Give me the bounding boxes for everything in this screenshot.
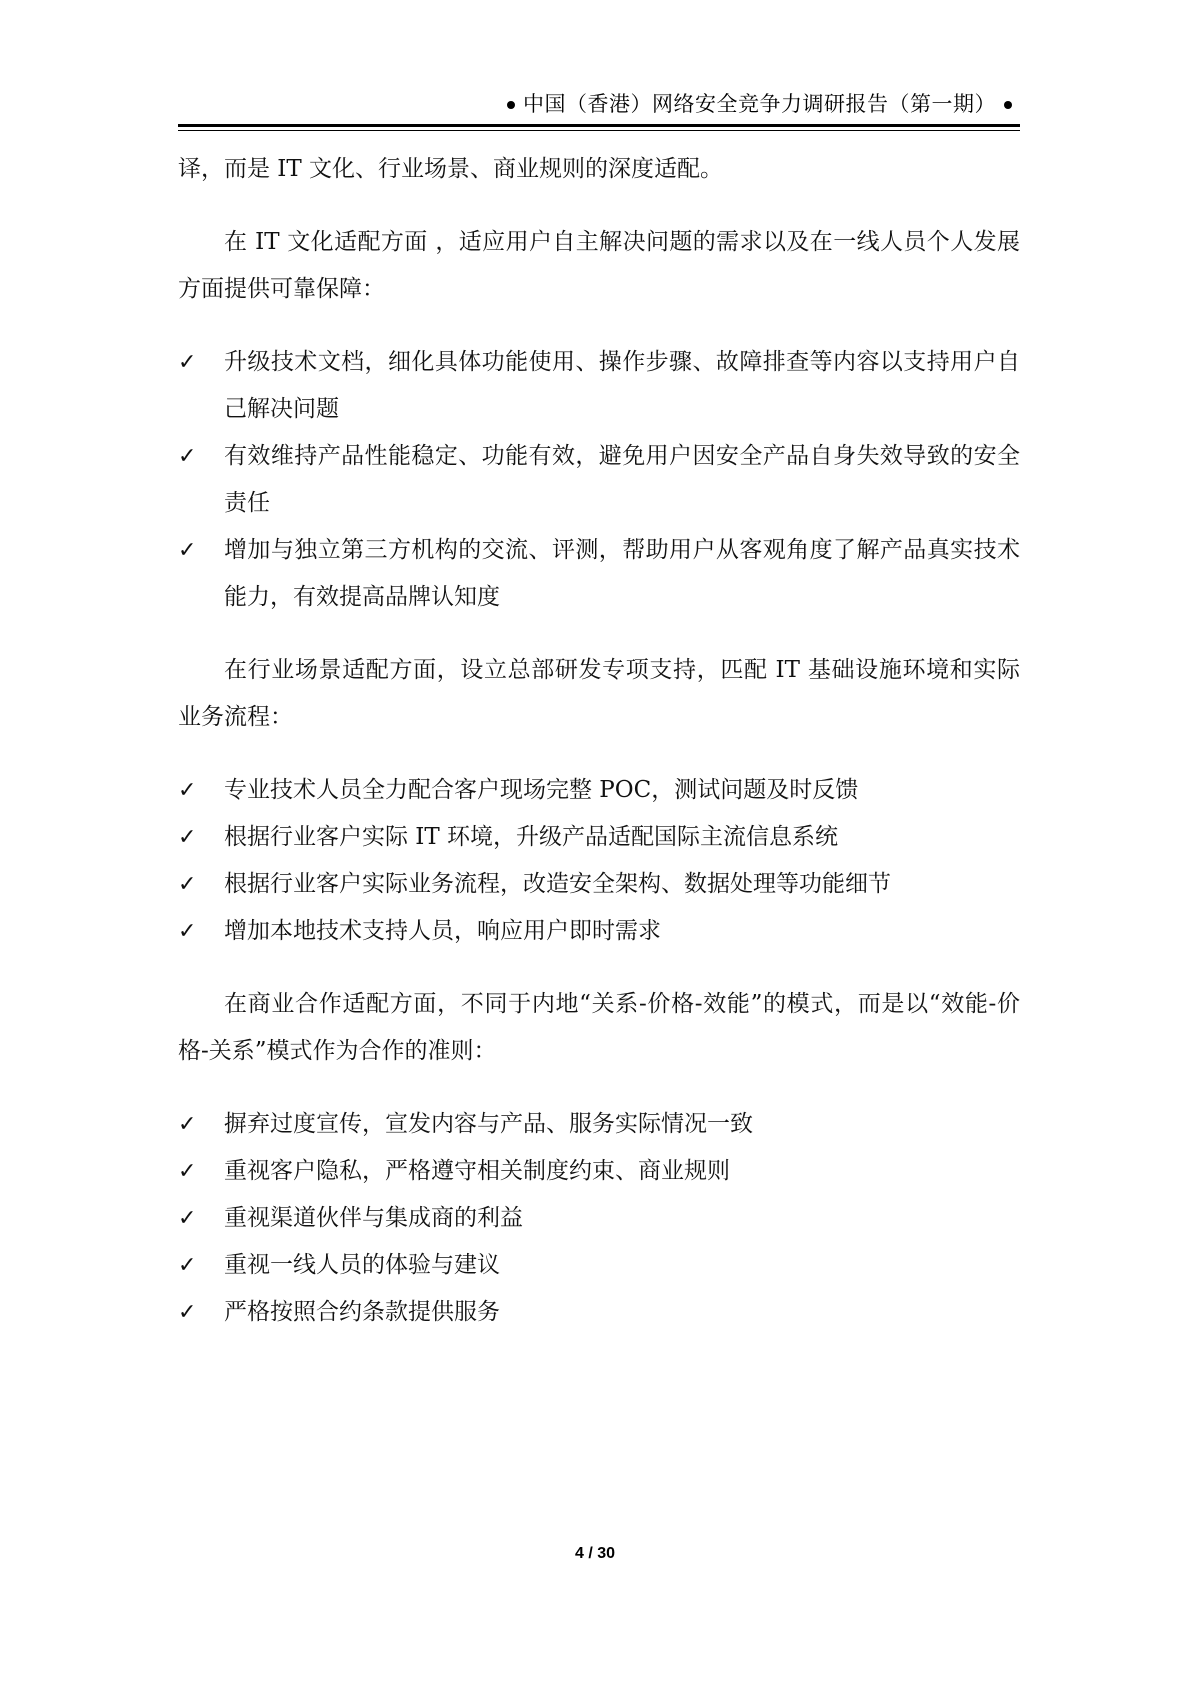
list-item-text: 增加与独立第三方机构的交流、评测，帮助用户从客观角度了解产品真实技术能力，有效提高品牌认知度 <box>224 537 1020 610</box>
list-item <box>178 1242 1020 1289</box>
bullet-dot-icon <box>507 101 515 109</box>
checkmark-icon: ✓ <box>178 1206 197 1231</box>
industry-intro: 在行业场景适配方面，设立总部研发专项支持，匹配 IT 基础设施环境和实际业务流程： <box>178 657 1020 730</box>
business-checklist <box>178 1101 1020 1336</box>
list-item <box>178 1195 1020 1242</box>
list-item-text: 增加本地技术支持人员，响应用户即时需求 <box>224 918 661 944</box>
list-item <box>178 433 1020 527</box>
list-item-text: 重视一线人员的体验与建议 <box>224 1252 500 1278</box>
checkmark-icon: ✓ <box>178 872 197 897</box>
page-body <box>178 146 1020 1336</box>
page-number: 4 / 30 <box>574 1545 616 1562</box>
list-item-text: 摒弃过度宣传，宣发内容与产品、服务实际情况一致 <box>224 1111 753 1137</box>
list-item-text: 根据行业客户实际业务流程，改造安全架构、数据处理等功能细节 <box>224 871 891 897</box>
list-item <box>178 1148 1020 1195</box>
list-item <box>178 908 1020 955</box>
list-item <box>178 861 1020 908</box>
list-item-text: 专业技术人员全力配合客户现场完整 POC，测试问题及时反馈 <box>224 777 859 803</box>
industry-checklist <box>178 767 1020 955</box>
checkmark-icon: ✓ <box>178 1112 197 1137</box>
bullet-dot-icon <box>1004 101 1012 109</box>
list-item <box>178 1101 1020 1148</box>
page-header <box>178 88 1020 120</box>
list-item-text: 重视渠道伙伴与集成商的利益 <box>224 1205 523 1231</box>
checkmark-icon: ✓ <box>178 919 197 944</box>
list-item-text: 升级技术文档，细化具体功能使用、操作步骤、故障排查等内容以支持用户自己解决问题 <box>224 349 1020 422</box>
checkmark-icon: ✓ <box>178 444 197 469</box>
list-item <box>178 339 1020 433</box>
list-item <box>178 814 1020 861</box>
it-culture-intro: 在 IT 文化适配方面 ，适应用户自主解决问题的需求以及在一线人员个人发展方面提供可靠保障： <box>178 229 1020 302</box>
business-intro: 在商业合作适配方面，不同于内地“关系-价格-效能”的模式，而是以“效能-价格-关系”模式作为合作的准则： <box>178 991 1020 1064</box>
list-item <box>178 767 1020 814</box>
list-item <box>178 1289 1020 1336</box>
checkmark-icon: ✓ <box>178 778 197 803</box>
header-rule-thin <box>178 130 1020 131</box>
checkmark-icon: ✓ <box>178 538 197 563</box>
list-item-text: 严格按照合约条款提供服务 <box>224 1299 500 1325</box>
list-item <box>178 527 1020 621</box>
list-item-text: 有效维持产品性能稳定、功能有效，避免用户因安全产品自身失效导致的安全责任 <box>224 443 1020 516</box>
header-rule-thick <box>178 124 1020 127</box>
list-item-text: 重视客户隐私，严格遵守相关制度约束、商业规则 <box>224 1158 730 1184</box>
checkmark-icon: ✓ <box>178 1159 197 1184</box>
report-title: 中国（香港）网络安全竞争力调研报告（第一期） <box>523 92 996 116</box>
it-culture-checklist <box>178 339 1020 621</box>
checkmark-icon: ✓ <box>178 1253 197 1278</box>
checkmark-icon: ✓ <box>178 1300 197 1325</box>
intro-tail-paragraph: 译，而是 IT 文化、行业场景、商业规则的深度适配。 <box>178 156 724 182</box>
checkmark-icon: ✓ <box>178 825 197 850</box>
checkmark-icon: ✓ <box>178 350 197 375</box>
header-title-line <box>499 88 1020 120</box>
list-item-text: 根据行业客户实际 IT 环境，升级产品适配国际主流信息系统 <box>224 824 839 850</box>
